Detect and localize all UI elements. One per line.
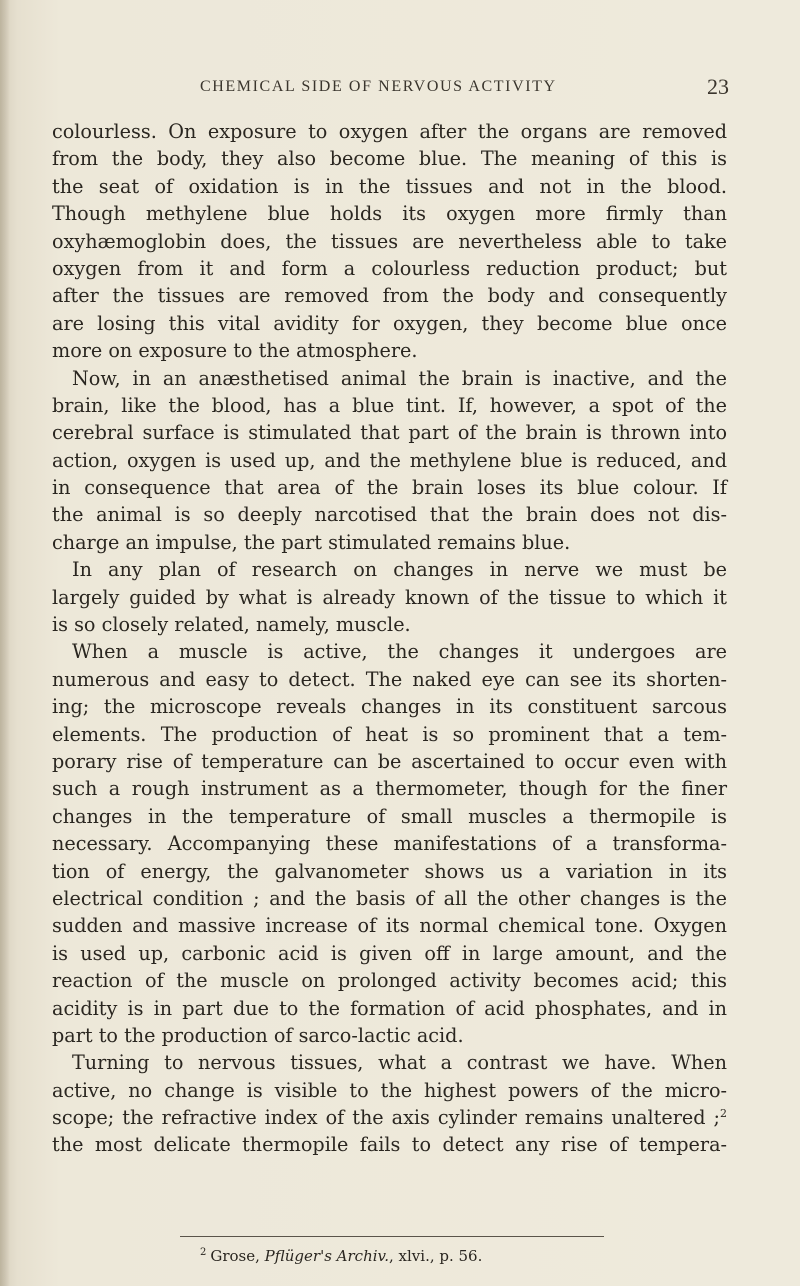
text-line: charge an impulse, the part stimulated remains blue. xyxy=(52,530,571,554)
text-line: active, no change is visible to the highest powers of the micro- xyxy=(52,1078,727,1102)
text-line: largely guided by what is already known of the tissue to which it xyxy=(52,585,727,609)
text-line: part to the production of sarco-lactic acid. xyxy=(52,1023,464,1047)
text-line: Turning to nervous tissues, what a contrast we have. When xyxy=(72,1051,727,1075)
text-line: reaction of the muscle on prolonged activity becomes acid; this xyxy=(52,969,727,993)
footnote-citation: , xlvi., p. 56. xyxy=(389,1247,483,1265)
text-line: sudden and massive increase of its normal chemical tone. Oxygen xyxy=(52,914,727,938)
running-head xyxy=(0,72,800,102)
text-line: oxyhæmoglobin does, the tissues are nevertheless able to take xyxy=(52,229,727,253)
text-line: more on exposure to the atmosphere. xyxy=(52,339,418,363)
text-line: such a rough instrument as a thermometer, though for the finer xyxy=(52,777,727,801)
text-line: is so closely related, namely, muscle. xyxy=(52,613,411,637)
text-line: porary rise of temperature can be ascertained to occur even with xyxy=(52,749,727,773)
footnote-journal: Pflüger's Archiv. xyxy=(264,1247,389,1265)
text-line: action, oxygen is used up, and the methylene blue is reduced, and xyxy=(52,448,727,472)
text-line: is used up, carbonic acid is given off in large amount, and the xyxy=(52,941,727,965)
text-line: cerebral surface is stimulated that part of the brain is thrown into xyxy=(52,421,727,445)
text-line: elements. The production of heat is so prominent that a tem- xyxy=(52,722,727,746)
text-line: numerous and easy to detect. The naked eye can see its shorten- xyxy=(52,667,727,691)
running-title: CHEMICAL SIDE OF NERVOUS ACTIVITY xyxy=(200,78,557,95)
spine-shadow xyxy=(0,0,10,1286)
text-line: electrical condition ; and the basis of all the other changes is the xyxy=(52,886,727,910)
text-line: oxygen from it and form a colourless reduction product; but xyxy=(52,256,727,280)
footnote-marker: 2 xyxy=(200,1247,207,1258)
text-line: the most delicate thermopile fails to detect any rise of tempera- xyxy=(52,1133,727,1157)
text-line-content: scope; the refractive index of the axis cylinder remains unaltered ; xyxy=(52,1106,720,1130)
footnote-author: Grose, xyxy=(210,1247,265,1265)
page-number: 23 xyxy=(707,74,729,99)
text-line: colourless. On exposure to oxygen after the organs are removed xyxy=(52,120,727,143)
text-line: In any plan of research on changes in nerve we must be xyxy=(72,558,727,582)
text-line: ing; the microscope reveals changes in its constituent sarcous xyxy=(52,695,727,719)
text-line: acidity is in part due to the formation of acid phosphates, and in xyxy=(52,996,727,1020)
text-line: the animal is so deeply narcotised that the brain does not dis- xyxy=(52,503,727,527)
text-line: in consequence that area of the brain loses its blue colour. If xyxy=(52,476,727,500)
body-text xyxy=(52,118,727,1159)
text-line: from the body, they also become blue. The meaning of this is xyxy=(52,147,727,171)
text-line-with-footnote-ref xyxy=(52,1104,727,1131)
text-line: the seat of oxidation is in the tissues and not in the blood. xyxy=(52,174,727,198)
text-line: necessary. Accompanying these manifestations of a transforma- xyxy=(52,832,727,856)
text-line: are losing this vital avidity for oxygen, they become blue once xyxy=(52,311,727,335)
footnote-divider xyxy=(180,1236,604,1237)
text-line: When a muscle is active, the changes it undergoes are xyxy=(72,640,727,664)
text-line: changes in the temperature of small muscles a thermopile is xyxy=(52,804,727,828)
text-line: Though methylene blue holds its oxygen more firmly than xyxy=(52,202,727,226)
footnote xyxy=(200,1242,760,1267)
text-line: Now, in an anæsthetised animal the brain is inactive, and the xyxy=(72,366,727,390)
footnote-reference: 2 xyxy=(720,1107,727,1121)
text-line: tion of energy, the galvanometer shows us a variation in its xyxy=(52,859,727,883)
text-line: after the tissues are removed from the body and consequently xyxy=(52,284,727,308)
text-line: brain, like the blood, has a blue tint. If, however, a spot of the xyxy=(52,393,727,417)
